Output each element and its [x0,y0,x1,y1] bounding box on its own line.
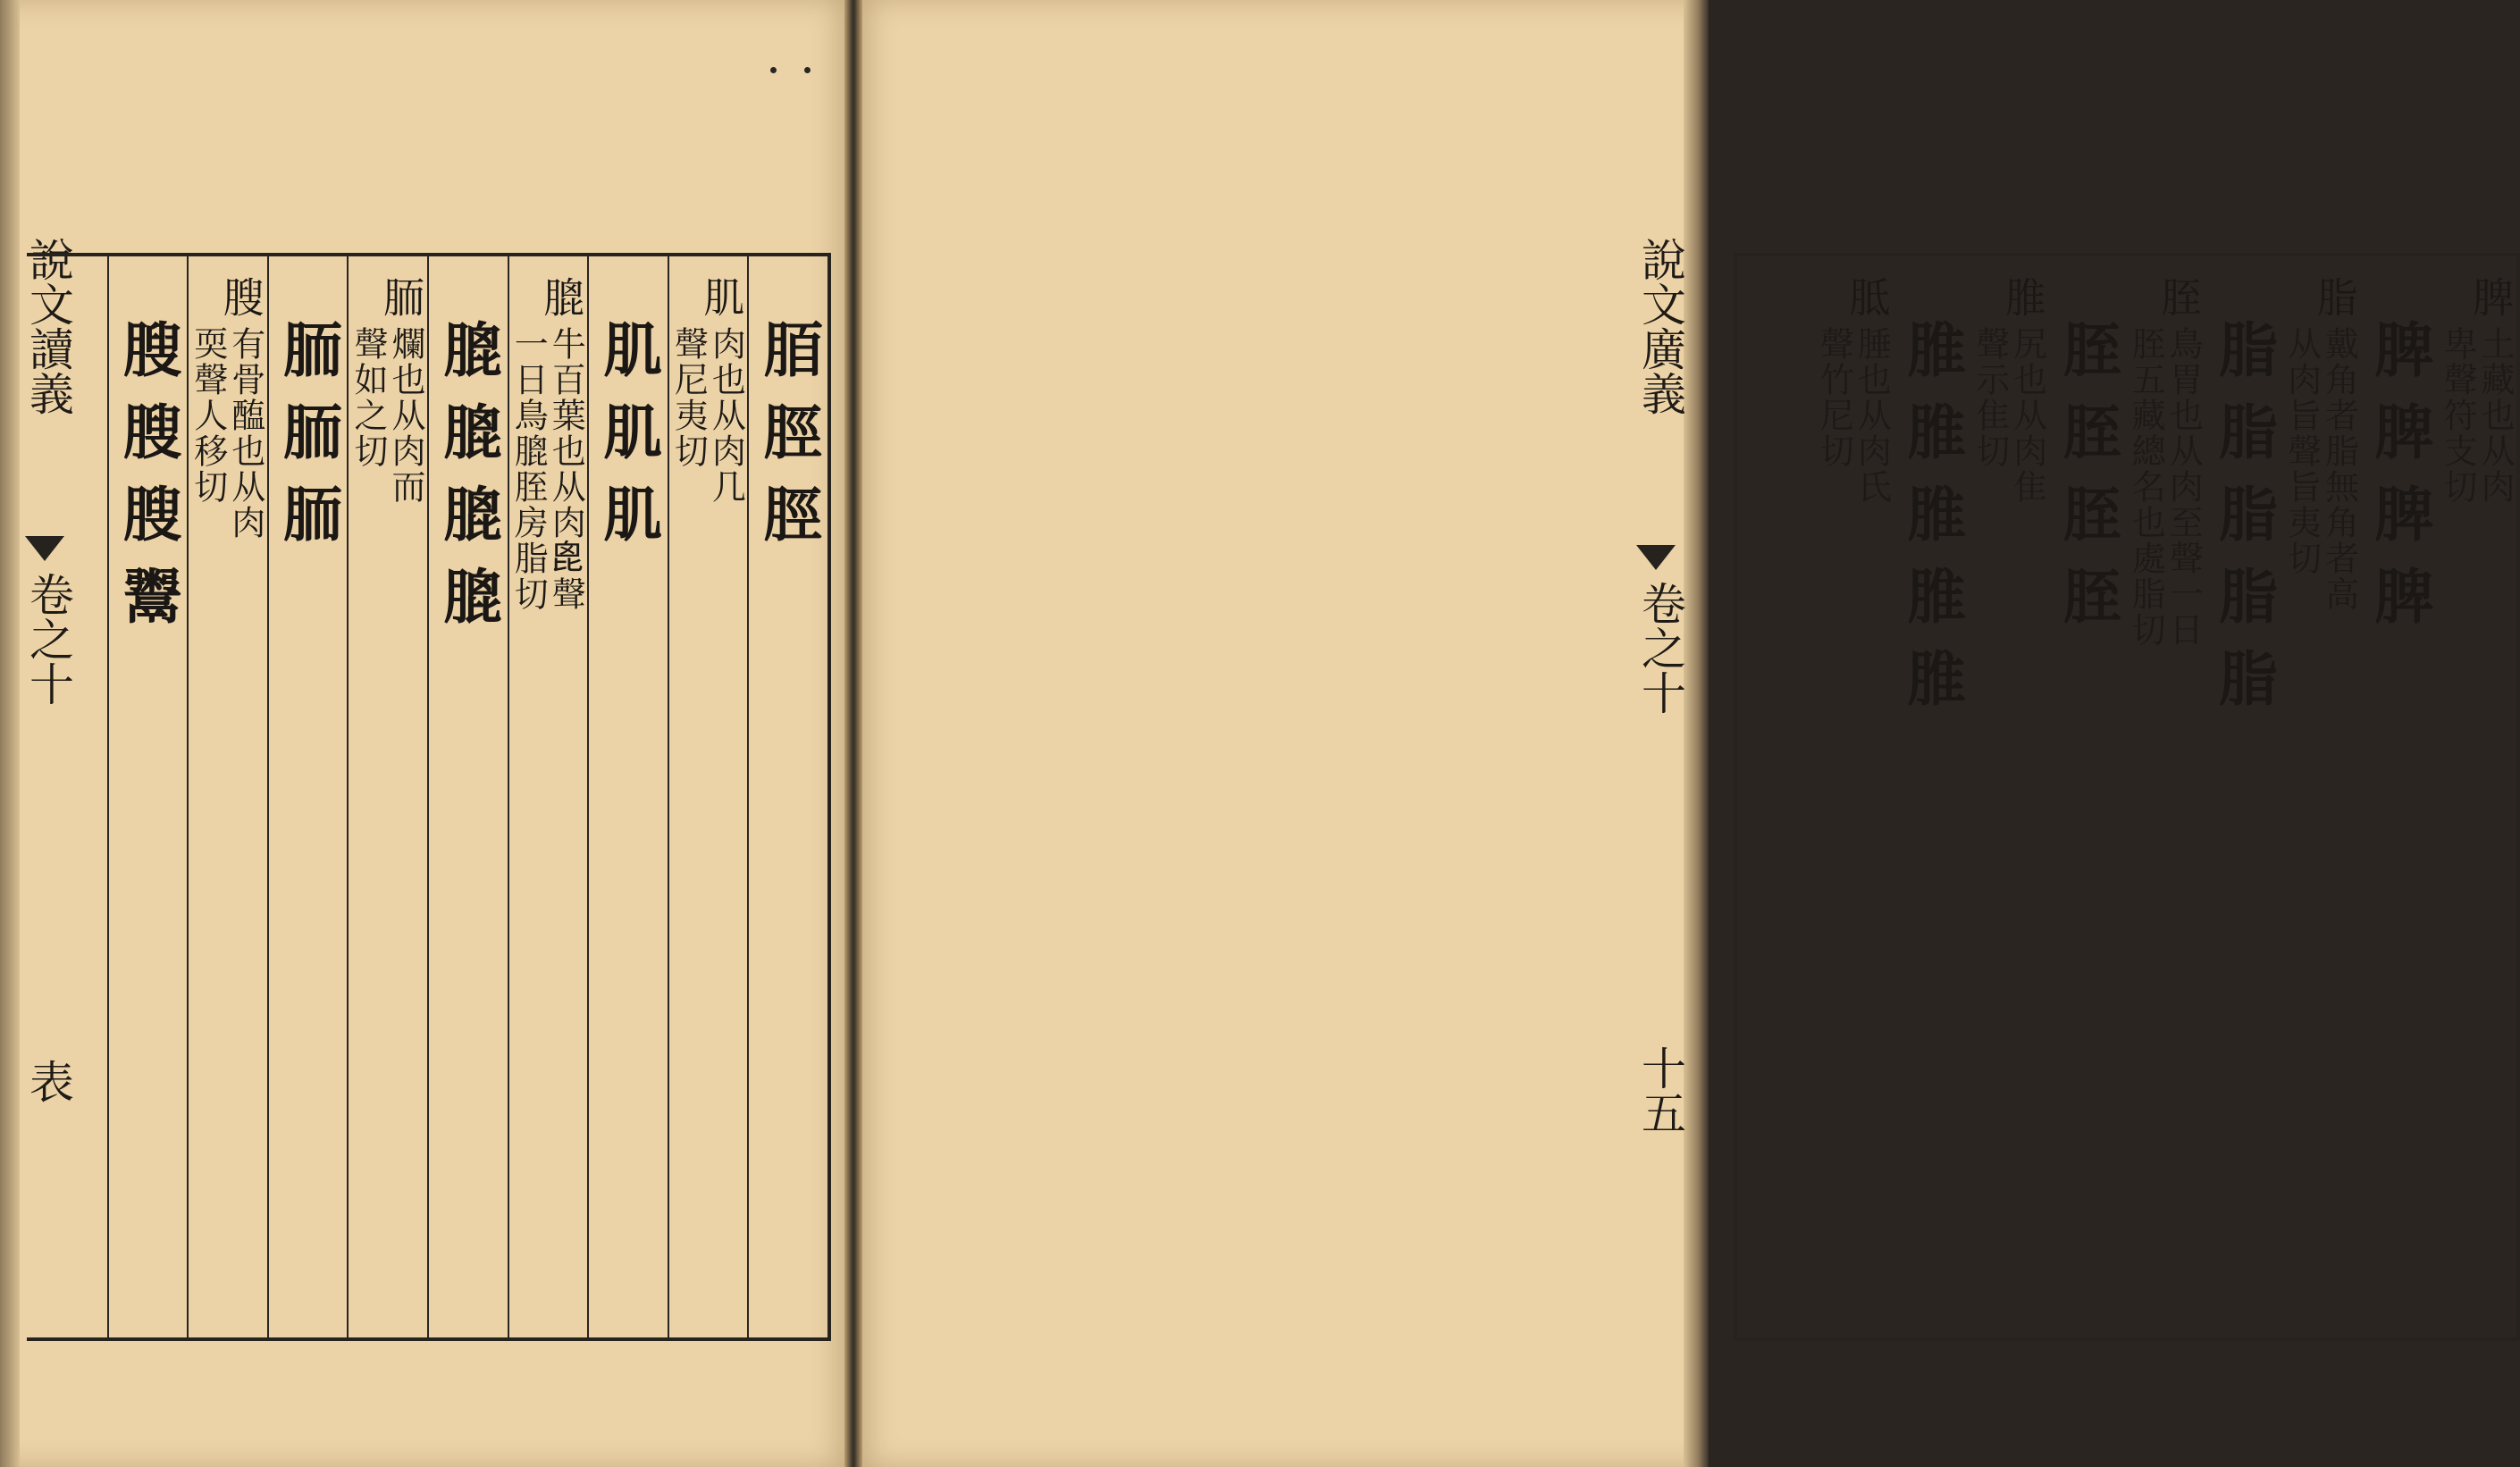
left-page-column [107,256,189,1337]
left-margin-volume: 卷之十 [22,572,74,706]
entry-gloss-line: 胵五藏總名也處脂切 [2126,326,2166,648]
seal-script-forms: 脾脾脾脾 [2364,319,2434,648]
entry-gloss-line: 土藏也从肉 [2474,326,2515,505]
seal-script-forms: 脂脂脂脂脂 [2208,319,2279,730]
entry-headword: 胝 [1843,276,1892,317]
left-margin-folio: 表 [22,1059,74,1103]
left-page-column [427,256,509,1337]
left-page-edge [0,0,20,1467]
right-page-column [2205,256,2284,1337]
entry-headword: 脂 [2310,276,2359,317]
entry-gloss-line: 爛也从肉而 [385,326,425,505]
entry-gloss-line: 聲尼夷切 [668,326,709,469]
ink-speck [804,67,811,73]
seal-script-forms: 脽脽脽脽脽 [1896,319,1967,730]
seal-script-forms: 膍膍膍膍 [433,319,503,648]
right-page-edge [1684,0,1709,1467]
right-page-column [2361,256,2440,1337]
right-page-column [1815,256,1894,1337]
entry-gloss-line: 聲如之切 [348,326,388,469]
entry-gloss-line: 肉也从肉几 [706,326,746,505]
seal-script-forms: 胵胵胵胵 [2052,319,2122,648]
right-page-column [1893,256,1972,1337]
entry-gloss-line: 鳥胃也从肉至聲一日 [2163,326,2204,648]
entry-gloss-line: 牛百葉也从肉𣬉聲 [546,326,586,612]
entry-gloss-line: 耎聲人移切 [188,326,228,505]
entry-headword: 脽 [1998,276,2047,317]
left-page-column [587,256,669,1337]
entry-headword: 膄 [216,276,265,317]
left-page-column [747,256,829,1337]
left-page-column [267,256,349,1337]
entry-gloss-line: 一日鳥膍胵房脂切 [508,326,549,612]
entry-gloss-line: 聲示隹切 [1970,326,2010,469]
right-fish-tail-mark [1636,545,1676,570]
left-page-column [668,256,750,1337]
seal-script-forms: 脜脛脛 [752,319,823,566]
book-spine [844,0,862,1467]
seal-script-forms: 肌肌肌 [592,319,663,566]
right-margin-volume: 卷之十 [1634,581,1686,715]
entry-gloss-line: 从肉旨聲旨夷切 [2281,326,2322,576]
left-page [0,0,853,1467]
right-page-column [2127,256,2206,1337]
entry-gloss-line: 腄也从肉氏 [1852,326,1892,505]
entry-headword: 胹 [376,276,425,317]
right-page-column [2439,256,2518,1337]
right-page-column [1737,256,1815,1337]
entry-gloss-line: 尻也从肉隹 [2007,326,2047,505]
entry-gloss-line: 卑聲符支切 [2437,326,2477,505]
seal-script-forms: 膄膄膄鬻 [113,319,183,648]
right-margin-title: 說文廣義 [1634,237,1686,415]
right-text-block [1734,253,2520,1341]
right-page [853,0,2515,1467]
left-page-column [347,256,429,1337]
entry-gloss-line: 戴角者脂無角者高 [2319,326,2359,612]
ink-speck [770,67,777,73]
right-page-column [2282,256,2362,1337]
entry-headword: 胵 [2155,276,2204,317]
entry-gloss-line: 聲竹尼切 [1814,326,1854,469]
left-page-column [508,256,590,1337]
entry-headword: 膍 [537,276,586,317]
right-page-column [1971,256,2051,1337]
left-text-block [27,253,831,1341]
left-page-column [187,256,269,1337]
entry-headword: 脾 [2465,276,2515,317]
right-page-column [2049,256,2129,1337]
seal-script-forms: 胹胹胹 [273,319,343,566]
right-margin-folio: 十五 [1634,1045,1686,1135]
entry-gloss-line: 有骨醢也从肉 [225,326,265,541]
left-margin-title: 說文讀義 [22,237,74,415]
entry-headword: 肌 [697,276,746,317]
left-page-column [27,256,107,1337]
